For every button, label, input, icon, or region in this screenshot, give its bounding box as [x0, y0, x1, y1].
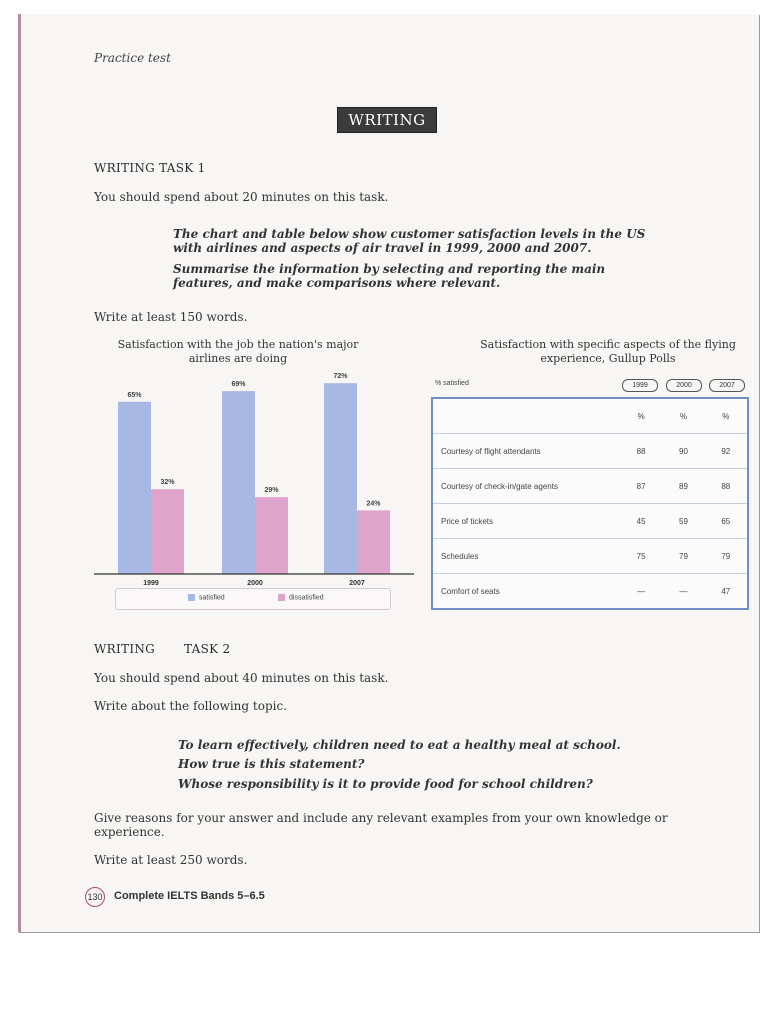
table-cell: 79	[662, 539, 704, 574]
table-title	[453, 338, 763, 366]
table-row	[432, 469, 748, 504]
legend-swatch-dissatisfied	[278, 594, 285, 601]
running-header: Practice test	[94, 51, 171, 65]
bar-satisfied	[222, 391, 255, 574]
table-cell: 59	[662, 504, 704, 539]
year-pill-2000: 2000	[666, 379, 702, 392]
bar-value-label: 24%	[366, 500, 381, 508]
table-title-line2: experience, Gullup Polls	[540, 352, 676, 365]
table-row	[432, 574, 748, 610]
table-cell: —	[620, 574, 662, 610]
task1-prompt-line4: features, and make comparisons where relevant.	[173, 276, 501, 290]
task1-prompt-line1: The chart and table below show customer satisfaction levels in the US	[173, 227, 646, 241]
task1-prompt-line2: with airlines and aspects of air travel in 1999, 2000 and 2007.	[173, 241, 592, 255]
task1-heading: WRITING TASK 1	[94, 161, 206, 175]
task2-time: You should spend about 40 minutes on this task.	[94, 671, 389, 685]
legend-item-satisfied	[188, 594, 225, 601]
legend-label-satisfied: satisfied	[199, 594, 225, 602]
table-cell: %	[637, 411, 645, 421]
table-cell: 92	[705, 434, 748, 469]
bar-chart	[91, 362, 421, 588]
table-cell: 87	[620, 469, 662, 504]
table-row	[432, 434, 748, 469]
task2-topic-line1: To learn effectively, children need to eat a healthy meal at school.	[178, 738, 621, 752]
task2-word-count: Write at least 250 words.	[94, 853, 248, 867]
task1-time: You should spend about 20 minutes on this task.	[94, 190, 389, 204]
table-row-label: Schedules	[432, 539, 620, 574]
page-number: 130	[85, 887, 105, 907]
table-cell: 79	[705, 539, 748, 574]
bar-value-label: 72%	[333, 373, 348, 381]
task1-prompt-line3: Summarise the information by selecting and reporting the main	[173, 262, 606, 276]
task2-topic-line2: How true is this statement?	[178, 757, 365, 771]
table-cell: 90	[662, 434, 704, 469]
x-tick-label: 2007	[349, 580, 365, 587]
table-cell: —	[662, 574, 704, 610]
task2-topic-line3: Whose responsibility is it to provide food for school children?	[178, 777, 593, 791]
table-cell: 65	[705, 504, 748, 539]
table-cell-empty	[432, 398, 620, 434]
legend-label-dissatisfied: dissatisfied	[289, 594, 324, 602]
section-title: WRITING	[337, 107, 437, 133]
year-pill-2007: 2007	[709, 379, 745, 392]
chart-legend	[115, 588, 391, 610]
table-row-label: Price of tickets	[432, 504, 620, 539]
table-cell: 88	[705, 469, 748, 504]
year-pill-1999: 1999	[622, 379, 658, 392]
x-tick-label: 2000	[247, 580, 263, 587]
task2-heading-writing: WRITING	[94, 642, 156, 656]
table-cell: 75	[620, 539, 662, 574]
bar-value-label: 69%	[231, 381, 246, 389]
table-row-label: Courtesy of check-in/gate agents	[432, 469, 620, 504]
table-title-line1: Satisfaction with specific aspects of the flying	[480, 338, 736, 351]
table-row	[432, 539, 748, 574]
table-cell: 45	[620, 504, 662, 539]
table-cell: 89	[662, 469, 704, 504]
bar-chart-title-line2: airlines are doing	[188, 352, 288, 365]
satisfaction-table	[431, 397, 749, 610]
book-page	[18, 14, 759, 932]
table-cell: 88	[620, 434, 662, 469]
table-cell: %	[722, 411, 730, 421]
legend-swatch-satisfied	[188, 594, 195, 601]
bar-dissatisfied	[151, 489, 184, 574]
bar-dissatisfied	[357, 510, 390, 574]
percent-satisfied-label: % satisfied	[435, 380, 469, 387]
table-row-label: Courtesy of flight attendants	[432, 434, 620, 469]
table-row-label: Comfort of seats	[432, 574, 620, 610]
bar-satisfied	[118, 402, 151, 574]
bar-dissatisfied	[255, 497, 288, 574]
task2-reasons-line1: Give reasons for your answer and include any relevant examples from your own knowledge or	[94, 811, 668, 825]
bar-value-label: 65%	[127, 391, 142, 399]
bar-value-label: 32%	[160, 479, 175, 487]
task2-reasons-line2: experience.	[94, 825, 165, 839]
task2-instruction: Write about the following topic.	[94, 699, 288, 713]
x-tick-label: 1999	[143, 580, 159, 587]
legend-item-dissatisfied	[278, 594, 324, 601]
task1-word-count: Write at least 150 words.	[94, 310, 248, 324]
bar-value-label: 29%	[264, 487, 279, 495]
table-cell: 47	[705, 574, 748, 610]
task2-heading-task: TASK 2	[184, 642, 231, 656]
table-cell: %	[679, 411, 688, 421]
table-row	[432, 504, 748, 539]
bar-chart-title-line1: Satisfaction with the job the nation's major	[117, 338, 359, 351]
book-title: Complete IELTS Bands 5–6.5	[114, 890, 265, 902]
bar-satisfied	[324, 383, 357, 574]
table-row-units	[432, 398, 748, 434]
